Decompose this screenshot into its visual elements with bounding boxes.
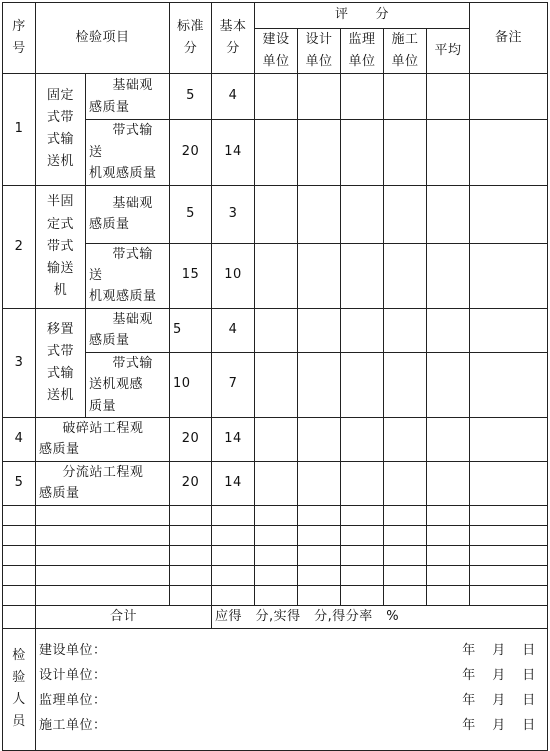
signature-unit: 建设单位： [39, 643, 107, 659]
score-cell [427, 185, 470, 243]
signature-unit: 施工单位： [39, 718, 107, 734]
basic-score-text: 4 [228, 321, 238, 337]
score-cell [212, 585, 255, 605]
score-cell [341, 74, 384, 120]
group-no [3, 185, 36, 308]
score-cell [298, 308, 341, 352]
score-cell [470, 185, 548, 243]
blank-cell [3, 505, 36, 525]
score-cell [384, 243, 427, 308]
total-summary-text: 应得 分,实得 分,得分率 % [215, 609, 400, 625]
score-cell [255, 565, 298, 585]
table-row [3, 461, 548, 505]
item-label [86, 308, 170, 352]
score-cell [170, 545, 212, 565]
header-rating-col-text: 平均 [434, 43, 462, 59]
blank-cell [3, 565, 36, 585]
basic-score-text: 10 [224, 267, 242, 283]
row-no [3, 461, 36, 505]
score-cell [341, 505, 384, 525]
score-cell [384, 525, 427, 545]
score-cell [298, 505, 341, 525]
score-cell [255, 418, 298, 462]
item-label-text: 破碎站工程观 感质量 [39, 421, 144, 458]
item-label-text: 带式输送 机观感质量 [89, 246, 157, 305]
item-label [86, 185, 170, 243]
date-month: 月 [492, 668, 506, 684]
row-no [3, 418, 36, 462]
score-cell [427, 461, 470, 505]
score-cell [255, 585, 298, 605]
signature-line [39, 639, 544, 664]
header-standard-text: 标准 分 [177, 19, 205, 57]
blank-cell [3, 605, 36, 628]
basic-score-text: 14 [224, 431, 242, 447]
standard-score [170, 308, 212, 352]
signature-unit: 监理单位： [39, 693, 107, 709]
score-cell [470, 308, 548, 352]
header-standard [170, 3, 212, 74]
header-remark-text: 备注 [495, 30, 523, 46]
score-cell [470, 505, 548, 525]
score-cell [341, 308, 384, 352]
basic-score [212, 74, 255, 120]
basic-score [212, 120, 255, 185]
group-no [3, 308, 36, 417]
standard-score [170, 418, 212, 462]
table-row [3, 605, 548, 628]
score-cell [255, 308, 298, 352]
score-cell [384, 565, 427, 585]
standard-score [170, 352, 212, 417]
score-cell [470, 352, 548, 417]
score-cell [341, 120, 384, 185]
item-label-text: 基础观 感质量 [89, 78, 153, 115]
table-row [3, 585, 548, 605]
group-no-text: 1 [14, 121, 24, 137]
item-label-text: 带式输送 机观感质量 [89, 123, 157, 182]
score-cell [341, 545, 384, 565]
score-cell [470, 461, 548, 505]
score-cell [470, 545, 548, 565]
table-row [3, 545, 548, 565]
scoring-table [2, 2, 548, 751]
score-cell [341, 585, 384, 605]
score-cell [427, 243, 470, 308]
standard-score-text: 15 [181, 267, 200, 283]
score-cell [255, 461, 298, 505]
basic-score [212, 461, 255, 505]
item-label [36, 418, 170, 462]
score-cell [298, 120, 341, 185]
score-cell [212, 565, 255, 585]
date-year: 年 [462, 668, 476, 684]
basic-score-text: 7 [228, 376, 238, 392]
score-cell [170, 505, 212, 525]
score-cell [255, 505, 298, 525]
table-row [3, 418, 548, 462]
group-no [3, 74, 36, 185]
table-row [3, 525, 548, 545]
signature-date [454, 666, 544, 687]
standard-score-text: 20 [181, 474, 200, 490]
group-name-text: 移置 式带 式输 送机 [46, 321, 74, 403]
score-cell [384, 505, 427, 525]
standard-score-text: 10 [173, 376, 191, 392]
score-cell [255, 74, 298, 120]
inspectors-signatures [36, 628, 548, 750]
score-cell [427, 308, 470, 352]
signature-date [454, 641, 544, 662]
header-rating-col [341, 29, 384, 74]
signature-date [454, 691, 544, 712]
item-label-text: 带式输 送机观感 质量 [89, 355, 153, 414]
group-name [36, 308, 86, 417]
score-cell [298, 74, 341, 120]
basic-score [212, 418, 255, 462]
standard-score-text: 5 [186, 88, 195, 104]
blank-cell [36, 565, 170, 585]
table-row [3, 3, 548, 29]
header-rating-col [255, 29, 298, 74]
signature-line [39, 689, 544, 714]
item-label [86, 120, 170, 185]
score-cell [427, 74, 470, 120]
item-label [86, 352, 170, 417]
signature-line [39, 664, 544, 689]
basic-score [212, 352, 255, 417]
standard-score [170, 185, 212, 243]
blank-cell [3, 585, 36, 605]
date-month: 月 [492, 718, 506, 734]
header-item-text: 检验项目 [75, 30, 130, 46]
score-cell [212, 525, 255, 545]
date-day: 日 [522, 718, 536, 734]
item-label [86, 74, 170, 120]
standard-score [170, 120, 212, 185]
table-row [3, 308, 548, 352]
score-cell [212, 505, 255, 525]
score-cell [427, 545, 470, 565]
basic-score-text: 4 [228, 88, 238, 104]
score-cell [427, 585, 470, 605]
header-rating-col-text: 施工 单位 [391, 32, 419, 70]
score-cell [170, 525, 212, 545]
date-year: 年 [462, 693, 476, 709]
standard-score [170, 74, 212, 120]
header-item [36, 3, 170, 74]
standard-score [170, 243, 212, 308]
score-cell [298, 585, 341, 605]
score-cell [427, 505, 470, 525]
score-cell [341, 418, 384, 462]
score-cell [384, 418, 427, 462]
score-cell [384, 185, 427, 243]
table-row [3, 185, 548, 243]
header-basic-text: 基本 分 [219, 19, 247, 57]
item-label [36, 461, 170, 505]
header-rating [255, 3, 470, 29]
row-no-text: 5 [14, 475, 24, 491]
score-cell [341, 525, 384, 545]
basic-score [212, 185, 255, 243]
table-row [3, 505, 548, 525]
score-cell [384, 308, 427, 352]
signature-line [39, 714, 544, 739]
date-year: 年 [462, 643, 476, 659]
score-cell [298, 525, 341, 545]
score-cell [384, 352, 427, 417]
group-name-text: 半固 定式 带式 输送 机 [46, 194, 74, 298]
date-day: 日 [522, 668, 536, 684]
header-rating-col-text: 监理 单位 [348, 32, 376, 70]
score-cell [384, 120, 427, 185]
score-cell [427, 418, 470, 462]
header-remark [470, 3, 548, 74]
group-name [36, 185, 86, 308]
total-label-text: 合计 [110, 608, 138, 624]
standard-score [170, 461, 212, 505]
signature-date [454, 716, 544, 737]
date-month: 月 [492, 643, 506, 659]
signature-unit: 设计单位： [39, 668, 107, 684]
basic-score [212, 308, 255, 352]
basic-score [212, 243, 255, 308]
table-row [3, 628, 548, 750]
header-seq-no [3, 3, 36, 74]
item-label [86, 243, 170, 308]
table-row [3, 74, 548, 120]
header-rating-text: 评 分 [335, 7, 390, 23]
score-cell [341, 352, 384, 417]
score-cell [255, 120, 298, 185]
score-cell [212, 545, 255, 565]
date-day: 日 [522, 693, 536, 709]
item-label-text: 基础观 感质量 [89, 311, 153, 349]
standard-score-text: 5 [186, 205, 195, 221]
group-name-text: 固定 式带 式输 送机 [46, 88, 74, 170]
score-cell [255, 545, 298, 565]
header-rating-col [384, 29, 427, 74]
item-label-text: 基础观 感质量 [89, 195, 153, 232]
score-cell [298, 352, 341, 417]
score-cell [255, 352, 298, 417]
total-label [36, 605, 212, 628]
score-cell [470, 525, 548, 545]
score-cell [427, 120, 470, 185]
blank-cell [36, 585, 170, 605]
score-cell [470, 418, 548, 462]
standard-score-text: 5 [173, 321, 182, 337]
blank-cell [3, 525, 36, 545]
group-no-text: 3 [14, 354, 24, 370]
score-cell [298, 461, 341, 505]
header-seq-no-text: 序 号 [12, 19, 26, 57]
score-cell [255, 185, 298, 243]
score-cell [170, 585, 212, 605]
basic-score-text: 14 [224, 143, 242, 159]
blank-cell [36, 505, 170, 525]
score-cell [427, 525, 470, 545]
inspectors-label-text: 检 验 人 员 [12, 648, 26, 730]
score-cell [470, 74, 548, 120]
score-cell [341, 565, 384, 585]
score-cell [298, 243, 341, 308]
score-cell [341, 461, 384, 505]
date-month: 月 [492, 693, 506, 709]
header-basic [212, 3, 255, 74]
header-rating-col [427, 29, 470, 74]
blank-cell [3, 545, 36, 565]
standard-score-text: 20 [181, 431, 200, 447]
score-cell [341, 185, 384, 243]
basic-score-text: 14 [224, 474, 242, 490]
total-summary [212, 605, 548, 628]
score-cell [298, 185, 341, 243]
score-cell [298, 565, 341, 585]
basic-score-text: 3 [228, 205, 238, 221]
score-cell [255, 243, 298, 308]
item-label-text: 分流站工程观 感质量 [39, 464, 144, 502]
score-cell [427, 352, 470, 417]
row-no-text: 4 [14, 431, 24, 447]
score-cell [384, 74, 427, 120]
score-cell [384, 545, 427, 565]
score-cell [170, 565, 212, 585]
table-row [3, 565, 548, 585]
header-rating-col-text: 设计 单位 [305, 32, 333, 70]
score-cell [384, 585, 427, 605]
standard-score-text: 20 [181, 143, 200, 159]
blank-cell [36, 525, 170, 545]
header-rating-col-text: 建设 单位 [262, 32, 290, 70]
score-cell [470, 243, 548, 308]
score-cell [470, 120, 548, 185]
date-day: 日 [522, 643, 536, 659]
group-no-text: 2 [14, 238, 24, 254]
blank-cell [36, 545, 170, 565]
score-cell [298, 545, 341, 565]
score-cell [255, 525, 298, 545]
score-cell [384, 461, 427, 505]
inspectors-label [3, 628, 36, 750]
score-cell [427, 565, 470, 585]
header-rating-col [298, 29, 341, 74]
score-cell [470, 565, 548, 585]
score-cell [341, 243, 384, 308]
date-year: 年 [462, 718, 476, 734]
score-cell [470, 585, 548, 605]
score-cell [298, 418, 341, 462]
group-name [36, 74, 86, 185]
